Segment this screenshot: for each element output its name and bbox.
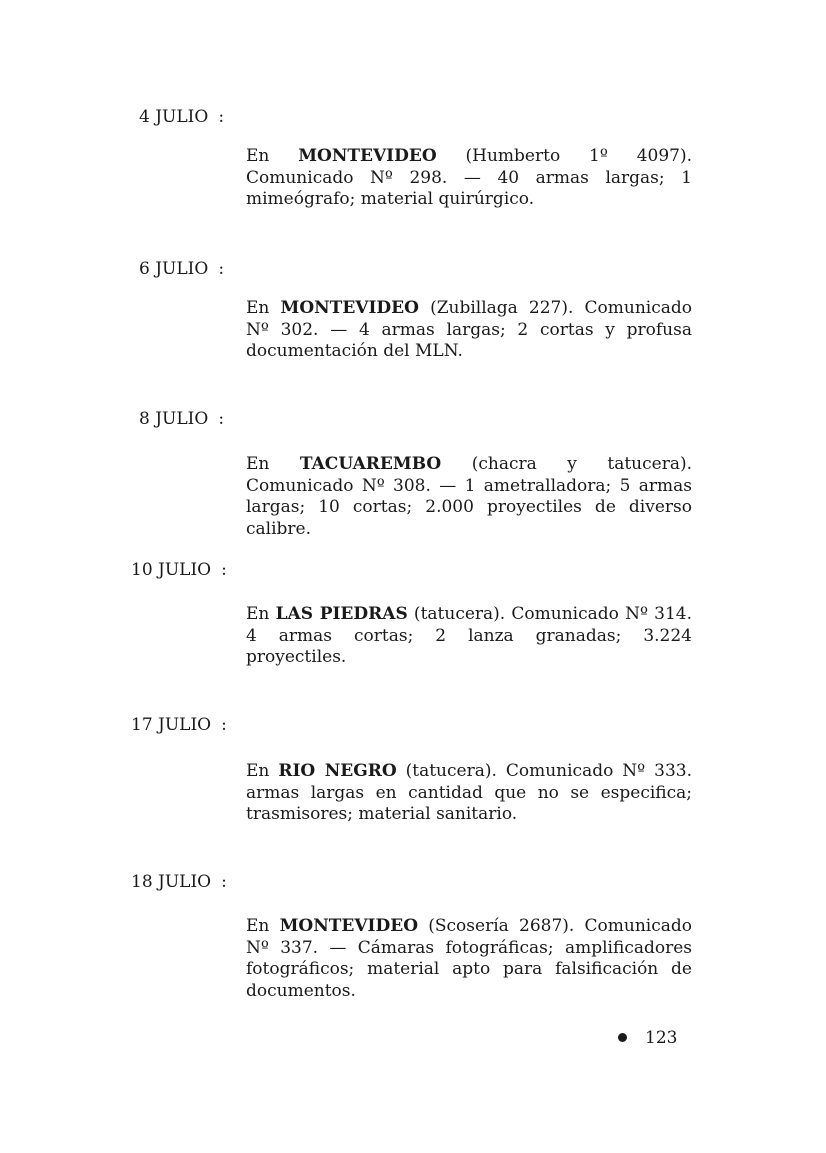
entry-prefix: En [246, 146, 299, 166]
page-footer [618, 1027, 677, 1049]
entry-place: TACUAREMBO [299, 454, 442, 474]
page-number: 123 [645, 1028, 678, 1048]
entry-place: MONTEVIDEO [279, 916, 419, 936]
entry-place: RIO NEGRO [278, 761, 397, 781]
entry-prefix: En [246, 761, 279, 781]
entry-date-3 [139, 409, 224, 429]
entry-date-1 [139, 107, 224, 127]
entry-date-2 [139, 259, 224, 279]
entry-date-separator: : [221, 560, 227, 580]
entry-prefix: En [246, 604, 276, 624]
entry-text-4 [246, 604, 692, 669]
entry-text-2 [246, 298, 692, 363]
entry-place: LAS PIEDRAS [275, 604, 408, 624]
entry-details: (tatucera). Comunicado Nº 314. 4 armas cortas; 2 lanza granadas; 3.224 proyectiles. [246, 604, 692, 667]
entry-details: (Zubillaga 227). Comunicado Nº 302. — 4 armas largas; 2 cortas y profusa documentación del MLN. [246, 298, 693, 361]
entry-details: (Humberto 1º 4097). Comunicado Nº 298. — 40 armas largas; 1 mimeógrafo; material quirúrgico. [246, 146, 692, 209]
entry-date-separator: : [218, 107, 225, 127]
entry-date-label: 18 JULIO [131, 872, 212, 892]
entry-date-6 [131, 872, 227, 892]
entry-details: (Scosería 2687). Comunicado Nº 337. — Cámaras fotográficas; amplificadores fotográficos; material apto para falsificación de documentos. [246, 916, 693, 1001]
entry-date-label: 8 JULIO [139, 409, 209, 429]
entry-place: MONTEVIDEO [298, 146, 437, 166]
entry-text-3 [246, 454, 692, 540]
entry-details: (tatucera). Comunicado Nº 333. armas largas en cantidad que no se especifica; trasmisores; material sanitario. [246, 761, 692, 824]
entry-date-label: 10 JULIO [131, 560, 212, 580]
entry-date-separator: : [218, 409, 225, 429]
entry-date-separator: : [221, 715, 227, 735]
entry-details: (chacra y tatucera). Comunicado Nº 308. — 1 ametralladora; 5 armas largas; 10 cortas; 2.000 proyectiles de diverso calibre. [246, 454, 692, 539]
entry-date-label: 17 JULIO [131, 715, 212, 735]
entry-prefix: En [246, 454, 300, 474]
entry-date-separator: : [221, 872, 227, 892]
entry-date-separator: : [218, 259, 225, 279]
bullet-icon [618, 1033, 627, 1042]
entry-text-1 [246, 146, 692, 211]
entry-prefix: En [246, 298, 281, 318]
entry-date-4 [131, 560, 227, 580]
entry-prefix: En [246, 916, 280, 936]
entry-text-5 [246, 761, 692, 826]
entry-date-label: 6 JULIO [139, 259, 209, 279]
entry-text-6 [246, 916, 692, 1002]
entry-date-label: 4 JULIO [139, 107, 209, 127]
entry-date-5 [131, 715, 227, 735]
entry-place: MONTEVIDEO [280, 298, 419, 318]
